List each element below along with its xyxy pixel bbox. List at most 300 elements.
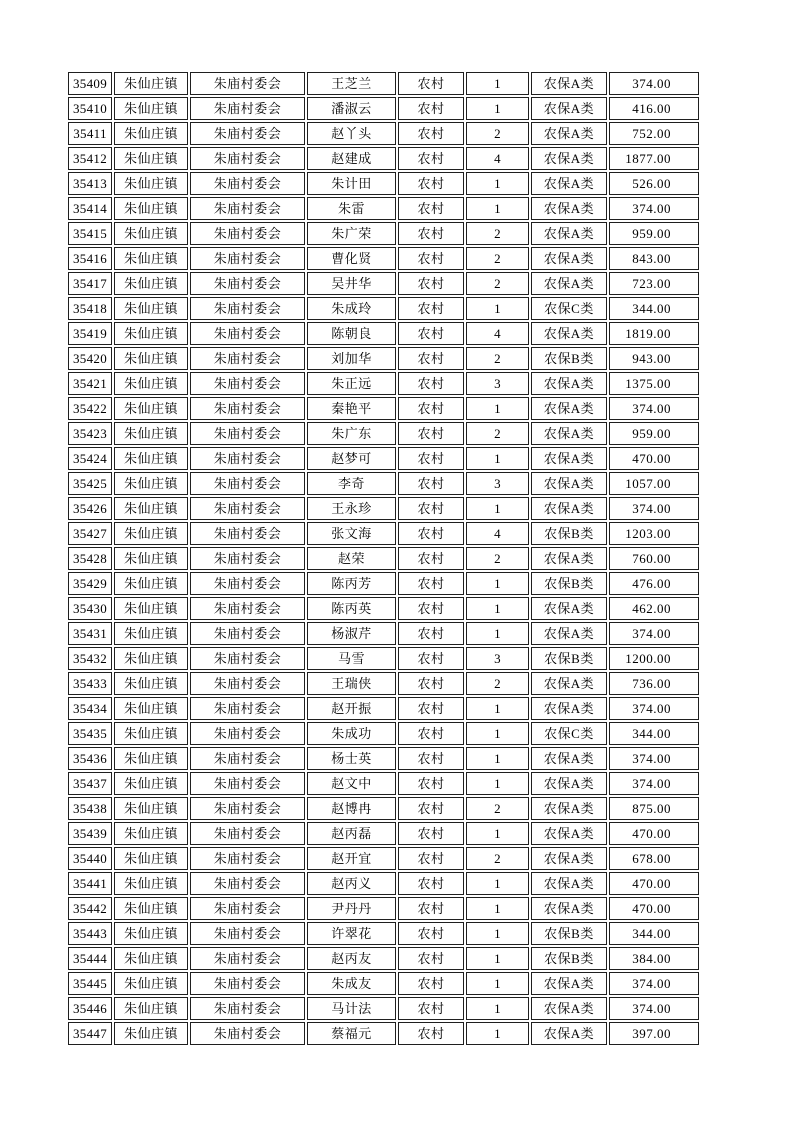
- cell-category: 农村: [398, 372, 464, 395]
- cell-person-name: 赵丙友: [307, 947, 396, 970]
- cell-town: 朱仙庄镇: [114, 822, 188, 845]
- cell-amount: 1375.00: [609, 372, 699, 395]
- cell-amount: 470.00: [609, 872, 699, 895]
- cell-amount: 416.00: [609, 97, 699, 120]
- table-row: [68, 772, 699, 795]
- cell-person-name: 赵建成: [307, 147, 396, 170]
- cell-record-id: 35426: [68, 497, 112, 520]
- cell-insurance-type: 农保A类: [531, 997, 607, 1020]
- cell-category: 农村: [398, 497, 464, 520]
- cell-town: 朱仙庄镇: [114, 422, 188, 445]
- cell-person-name: 陈朝良: [307, 322, 396, 345]
- cell-record-id: 35443: [68, 922, 112, 945]
- cell-village-committee: 朱庙村委会: [190, 97, 305, 120]
- table-body: [68, 72, 699, 1045]
- cell-person-count: 1: [466, 697, 529, 720]
- cell-village-committee: 朱庙村委会: [190, 397, 305, 420]
- cell-record-id: 35428: [68, 547, 112, 570]
- cell-category: 农村: [398, 647, 464, 670]
- table-row: [68, 222, 699, 245]
- table-row: [68, 422, 699, 445]
- cell-insurance-type: 农保A类: [531, 322, 607, 345]
- cell-insurance-type: 农保A类: [531, 747, 607, 770]
- cell-record-id: 35424: [68, 447, 112, 470]
- table-row: [68, 872, 699, 895]
- cell-town: 朱仙庄镇: [114, 72, 188, 95]
- cell-town: 朱仙庄镇: [114, 672, 188, 695]
- table-row: [68, 147, 699, 170]
- table-row: [68, 347, 699, 370]
- cell-person-count: 4: [466, 522, 529, 545]
- cell-record-id: 35422: [68, 397, 112, 420]
- payment-detail-table: [66, 70, 701, 1047]
- cell-person-count: 2: [466, 422, 529, 445]
- cell-amount: 397.00: [609, 1022, 699, 1045]
- cell-person-count: 1: [466, 722, 529, 745]
- cell-village-committee: 朱庙村委会: [190, 447, 305, 470]
- cell-amount: 526.00: [609, 172, 699, 195]
- cell-amount: 374.00: [609, 772, 699, 795]
- cell-person-name: 朱正远: [307, 372, 396, 395]
- table-row: [68, 847, 699, 870]
- table-row: [68, 1022, 699, 1045]
- cell-person-count: 2: [466, 547, 529, 570]
- cell-town: 朱仙庄镇: [114, 947, 188, 970]
- cell-record-id: 35418: [68, 297, 112, 320]
- table-row: [68, 822, 699, 845]
- cell-insurance-type: 农保A类: [531, 422, 607, 445]
- cell-insurance-type: 农保A类: [531, 772, 607, 795]
- cell-village-committee: 朱庙村委会: [190, 872, 305, 895]
- cell-town: 朱仙庄镇: [114, 572, 188, 595]
- cell-town: 朱仙庄镇: [114, 122, 188, 145]
- table-row: [68, 522, 699, 545]
- cell-person-name: 尹丹丹: [307, 897, 396, 920]
- cell-person-count: 1: [466, 922, 529, 945]
- cell-category: 农村: [398, 797, 464, 820]
- cell-village-committee: 朱庙村委会: [190, 672, 305, 695]
- cell-insurance-type: 农保A类: [531, 697, 607, 720]
- cell-town: 朱仙庄镇: [114, 872, 188, 895]
- cell-person-count: 3: [466, 647, 529, 670]
- cell-insurance-type: 农保A类: [531, 547, 607, 570]
- cell-category: 农村: [398, 297, 464, 320]
- table-row: [68, 497, 699, 520]
- table-row: [68, 197, 699, 220]
- cell-amount: 843.00: [609, 247, 699, 270]
- cell-record-id: 35414: [68, 197, 112, 220]
- cell-village-committee: 朱庙村委会: [190, 422, 305, 445]
- table-row: [68, 72, 699, 95]
- cell-village-committee: 朱庙村委会: [190, 797, 305, 820]
- cell-category: 农村: [398, 122, 464, 145]
- cell-person-name: 秦艳平: [307, 397, 396, 420]
- cell-record-id: 35440: [68, 847, 112, 870]
- cell-person-count: 1: [466, 572, 529, 595]
- cell-person-count: 2: [466, 122, 529, 145]
- cell-record-id: 35445: [68, 972, 112, 995]
- table-row: [68, 922, 699, 945]
- cell-insurance-type: 农保B类: [531, 347, 607, 370]
- cell-village-committee: 朱庙村委会: [190, 497, 305, 520]
- cell-insurance-type: 农保A类: [531, 622, 607, 645]
- cell-category: 农村: [398, 147, 464, 170]
- cell-person-name: 朱雷: [307, 197, 396, 220]
- cell-person-name: 马计法: [307, 997, 396, 1020]
- table-row: [68, 572, 699, 595]
- cell-person-name: 赵文中: [307, 772, 396, 795]
- cell-town: 朱仙庄镇: [114, 247, 188, 270]
- table-row: [68, 172, 699, 195]
- cell-amount: 1057.00: [609, 472, 699, 495]
- cell-amount: 344.00: [609, 722, 699, 745]
- cell-insurance-type: 农保A类: [531, 72, 607, 95]
- cell-category: 农村: [398, 872, 464, 895]
- cell-town: 朱仙庄镇: [114, 97, 188, 120]
- cell-insurance-type: 农保B类: [531, 922, 607, 945]
- cell-village-committee: 朱庙村委会: [190, 1022, 305, 1045]
- cell-village-committee: 朱庙村委会: [190, 472, 305, 495]
- cell-category: 农村: [398, 422, 464, 445]
- cell-record-id: 35425: [68, 472, 112, 495]
- cell-village-committee: 朱庙村委会: [190, 597, 305, 620]
- cell-person-name: 杨淑芹: [307, 622, 396, 645]
- cell-person-count: 2: [466, 672, 529, 695]
- cell-town: 朱仙庄镇: [114, 197, 188, 220]
- cell-amount: 374.00: [609, 622, 699, 645]
- cell-town: 朱仙庄镇: [114, 747, 188, 770]
- cell-insurance-type: 农保A类: [531, 872, 607, 895]
- cell-record-id: 35435: [68, 722, 112, 745]
- cell-person-name: 赵丙磊: [307, 822, 396, 845]
- cell-person-name: 陈丙芳: [307, 572, 396, 595]
- cell-category: 农村: [398, 547, 464, 570]
- cell-village-committee: 朱庙村委会: [190, 72, 305, 95]
- cell-town: 朱仙庄镇: [114, 447, 188, 470]
- cell-person-count: 1: [466, 947, 529, 970]
- cell-village-committee: 朱庙村委会: [190, 547, 305, 570]
- cell-record-id: 35430: [68, 597, 112, 620]
- cell-record-id: 35421: [68, 372, 112, 395]
- cell-category: 农村: [398, 722, 464, 745]
- cell-person-count: 2: [466, 222, 529, 245]
- cell-amount: 736.00: [609, 672, 699, 695]
- cell-person-name: 王瑞侠: [307, 672, 396, 695]
- cell-insurance-type: 农保A类: [531, 397, 607, 420]
- cell-person-name: 朱成功: [307, 722, 396, 745]
- cell-person-name: 刘加华: [307, 347, 396, 370]
- cell-insurance-type: 农保A类: [531, 447, 607, 470]
- table-row: [68, 647, 699, 670]
- cell-person-name: 李奇: [307, 472, 396, 495]
- cell-record-id: 35410: [68, 97, 112, 120]
- cell-village-committee: 朱庙村委会: [190, 372, 305, 395]
- cell-town: 朱仙庄镇: [114, 472, 188, 495]
- cell-person-name: 潘淑云: [307, 97, 396, 120]
- cell-person-name: 朱广荣: [307, 222, 396, 245]
- cell-village-committee: 朱庙村委会: [190, 947, 305, 970]
- cell-record-id: 35433: [68, 672, 112, 695]
- cell-record-id: 35409: [68, 72, 112, 95]
- cell-person-count: 1: [466, 897, 529, 920]
- cell-village-committee: 朱庙村委会: [190, 647, 305, 670]
- cell-amount: 374.00: [609, 197, 699, 220]
- cell-village-committee: 朱庙村委会: [190, 922, 305, 945]
- cell-amount: 374.00: [609, 497, 699, 520]
- cell-village-committee: 朱庙村委会: [190, 122, 305, 145]
- cell-insurance-type: 农保A类: [531, 197, 607, 220]
- cell-village-committee: 朱庙村委会: [190, 272, 305, 295]
- cell-amount: 752.00: [609, 122, 699, 145]
- cell-town: 朱仙庄镇: [114, 397, 188, 420]
- cell-person-count: 4: [466, 147, 529, 170]
- cell-town: 朱仙庄镇: [114, 597, 188, 620]
- cell-amount: 374.00: [609, 397, 699, 420]
- table-row: [68, 122, 699, 145]
- cell-insurance-type: 农保A类: [531, 972, 607, 995]
- table-row: [68, 947, 699, 970]
- cell-town: 朱仙庄镇: [114, 922, 188, 945]
- cell-amount: 384.00: [609, 947, 699, 970]
- cell-record-id: 35423: [68, 422, 112, 445]
- cell-town: 朱仙庄镇: [114, 272, 188, 295]
- cell-insurance-type: 农保A类: [531, 97, 607, 120]
- cell-record-id: 35442: [68, 897, 112, 920]
- cell-record-id: 35447: [68, 1022, 112, 1045]
- cell-insurance-type: 农保B类: [531, 572, 607, 595]
- cell-category: 农村: [398, 447, 464, 470]
- cell-insurance-type: 农保A类: [531, 1022, 607, 1045]
- cell-person-name: 杨士英: [307, 747, 396, 770]
- cell-town: 朱仙庄镇: [114, 997, 188, 1020]
- cell-village-committee: 朱庙村委会: [190, 172, 305, 195]
- cell-insurance-type: 农保B类: [531, 947, 607, 970]
- cell-village-committee: 朱庙村委会: [190, 322, 305, 345]
- cell-record-id: 35446: [68, 997, 112, 1020]
- cell-person-name: 赵博冉: [307, 797, 396, 820]
- cell-category: 农村: [398, 322, 464, 345]
- cell-person-name: 张文海: [307, 522, 396, 545]
- cell-category: 农村: [398, 697, 464, 720]
- table-row: [68, 447, 699, 470]
- table-row: [68, 472, 699, 495]
- cell-record-id: 35438: [68, 797, 112, 820]
- cell-person-name: 赵丫头: [307, 122, 396, 145]
- cell-record-id: 35436: [68, 747, 112, 770]
- cell-town: 朱仙庄镇: [114, 522, 188, 545]
- cell-town: 朱仙庄镇: [114, 697, 188, 720]
- cell-insurance-type: 农保C类: [531, 722, 607, 745]
- cell-town: 朱仙庄镇: [114, 372, 188, 395]
- cell-person-name: 吴井华: [307, 272, 396, 295]
- cell-person-name: 朱计田: [307, 172, 396, 195]
- cell-category: 农村: [398, 172, 464, 195]
- cell-category: 农村: [398, 222, 464, 245]
- cell-amount: 760.00: [609, 547, 699, 570]
- cell-person-count: 4: [466, 322, 529, 345]
- table-row: [68, 272, 699, 295]
- cell-record-id: 35413: [68, 172, 112, 195]
- cell-record-id: 35444: [68, 947, 112, 970]
- cell-village-committee: 朱庙村委会: [190, 722, 305, 745]
- cell-person-count: 1: [466, 997, 529, 1020]
- cell-amount: 470.00: [609, 822, 699, 845]
- cell-person-name: 马雪: [307, 647, 396, 670]
- cell-insurance-type: 农保A类: [531, 797, 607, 820]
- cell-village-committee: 朱庙村委会: [190, 247, 305, 270]
- cell-insurance-type: 农保C类: [531, 297, 607, 320]
- cell-town: 朱仙庄镇: [114, 897, 188, 920]
- table-row: [68, 297, 699, 320]
- cell-person-count: 1: [466, 447, 529, 470]
- cell-insurance-type: 农保A类: [531, 372, 607, 395]
- cell-amount: 462.00: [609, 597, 699, 620]
- cell-person-name: 赵开宜: [307, 847, 396, 870]
- cell-record-id: 35427: [68, 522, 112, 545]
- cell-person-name: 蔡福元: [307, 1022, 396, 1045]
- cell-person-count: 2: [466, 247, 529, 270]
- cell-category: 农村: [398, 597, 464, 620]
- cell-person-count: 3: [466, 472, 529, 495]
- cell-amount: 1877.00: [609, 147, 699, 170]
- cell-person-count: 1: [466, 1022, 529, 1045]
- cell-person-name: 朱广东: [307, 422, 396, 445]
- cell-insurance-type: 农保A类: [531, 272, 607, 295]
- cell-town: 朱仙庄镇: [114, 297, 188, 320]
- cell-amount: 959.00: [609, 222, 699, 245]
- cell-person-count: 1: [466, 747, 529, 770]
- cell-category: 农村: [398, 472, 464, 495]
- cell-town: 朱仙庄镇: [114, 222, 188, 245]
- cell-record-id: 35416: [68, 247, 112, 270]
- cell-person-count: 1: [466, 622, 529, 645]
- cell-person-name: 王芝兰: [307, 72, 396, 95]
- cell-town: 朱仙庄镇: [114, 722, 188, 745]
- table-row: [68, 372, 699, 395]
- cell-amount: 344.00: [609, 922, 699, 945]
- cell-record-id: 35415: [68, 222, 112, 245]
- cell-village-committee: 朱庙村委会: [190, 972, 305, 995]
- cell-village-committee: 朱庙村委会: [190, 772, 305, 795]
- cell-category: 农村: [398, 622, 464, 645]
- table-row: [68, 797, 699, 820]
- cell-amount: 344.00: [609, 297, 699, 320]
- cell-town: 朱仙庄镇: [114, 547, 188, 570]
- cell-village-committee: 朱庙村委会: [190, 147, 305, 170]
- cell-village-committee: 朱庙村委会: [190, 822, 305, 845]
- cell-amount: 374.00: [609, 997, 699, 1020]
- cell-category: 农村: [398, 922, 464, 945]
- cell-category: 农村: [398, 822, 464, 845]
- cell-category: 农村: [398, 347, 464, 370]
- cell-person-count: 1: [466, 972, 529, 995]
- cell-person-count: 1: [466, 497, 529, 520]
- cell-category: 农村: [398, 997, 464, 1020]
- table-row: [68, 622, 699, 645]
- cell-person-name: 朱成玲: [307, 297, 396, 320]
- cell-amount: 678.00: [609, 847, 699, 870]
- cell-category: 农村: [398, 672, 464, 695]
- cell-person-count: 3: [466, 372, 529, 395]
- table-row: [68, 322, 699, 345]
- cell-insurance-type: 农保A类: [531, 847, 607, 870]
- cell-category: 农村: [398, 972, 464, 995]
- cell-person-name: 曹化贤: [307, 247, 396, 270]
- cell-village-committee: 朱庙村委会: [190, 622, 305, 645]
- cell-person-count: 1: [466, 397, 529, 420]
- cell-record-id: 35411: [68, 122, 112, 145]
- cell-category: 农村: [398, 897, 464, 920]
- cell-insurance-type: 农保A类: [531, 172, 607, 195]
- cell-village-committee: 朱庙村委会: [190, 522, 305, 545]
- cell-amount: 723.00: [609, 272, 699, 295]
- cell-amount: 476.00: [609, 572, 699, 595]
- cell-person-count: 1: [466, 822, 529, 845]
- cell-insurance-type: 农保A类: [531, 122, 607, 145]
- cell-town: 朱仙庄镇: [114, 972, 188, 995]
- cell-person-count: 1: [466, 197, 529, 220]
- table-row: [68, 972, 699, 995]
- cell-insurance-type: 农保A类: [531, 897, 607, 920]
- cell-insurance-type: 农保A类: [531, 472, 607, 495]
- cell-town: 朱仙庄镇: [114, 847, 188, 870]
- cell-insurance-type: 农保A类: [531, 822, 607, 845]
- cell-amount: 1203.00: [609, 522, 699, 545]
- cell-category: 农村: [398, 72, 464, 95]
- cell-amount: 374.00: [609, 697, 699, 720]
- cell-person-name: 赵开振: [307, 697, 396, 720]
- cell-town: 朱仙庄镇: [114, 497, 188, 520]
- cell-amount: 374.00: [609, 747, 699, 770]
- cell-town: 朱仙庄镇: [114, 622, 188, 645]
- cell-insurance-type: 农保A类: [531, 147, 607, 170]
- cell-insurance-type: 农保A类: [531, 672, 607, 695]
- cell-village-committee: 朱庙村委会: [190, 347, 305, 370]
- cell-amount: 374.00: [609, 72, 699, 95]
- cell-amount: 470.00: [609, 447, 699, 470]
- cell-person-name: 陈丙英: [307, 597, 396, 620]
- cell-town: 朱仙庄镇: [114, 172, 188, 195]
- cell-category: 农村: [398, 97, 464, 120]
- cell-category: 农村: [398, 747, 464, 770]
- cell-record-id: 35412: [68, 147, 112, 170]
- cell-category: 农村: [398, 247, 464, 270]
- cell-village-committee: 朱庙村委会: [190, 697, 305, 720]
- table-row: [68, 247, 699, 270]
- cell-person-name: 赵丙义: [307, 872, 396, 895]
- cell-record-id: 35434: [68, 697, 112, 720]
- cell-village-committee: 朱庙村委会: [190, 897, 305, 920]
- cell-person-count: 1: [466, 172, 529, 195]
- cell-town: 朱仙庄镇: [114, 647, 188, 670]
- cell-town: 朱仙庄镇: [114, 347, 188, 370]
- cell-category: 农村: [398, 397, 464, 420]
- cell-insurance-type: 农保A类: [531, 597, 607, 620]
- cell-amount: 374.00: [609, 972, 699, 995]
- cell-town: 朱仙庄镇: [114, 147, 188, 170]
- cell-record-id: 35437: [68, 772, 112, 795]
- cell-amount: 1819.00: [609, 322, 699, 345]
- cell-category: 农村: [398, 272, 464, 295]
- cell-category: 农村: [398, 947, 464, 970]
- cell-record-id: 35431: [68, 622, 112, 645]
- cell-village-committee: 朱庙村委会: [190, 197, 305, 220]
- cell-village-committee: 朱庙村委会: [190, 297, 305, 320]
- cell-village-committee: 朱庙村委会: [190, 847, 305, 870]
- cell-category: 农村: [398, 572, 464, 595]
- cell-record-id: 35417: [68, 272, 112, 295]
- table-row: [68, 547, 699, 570]
